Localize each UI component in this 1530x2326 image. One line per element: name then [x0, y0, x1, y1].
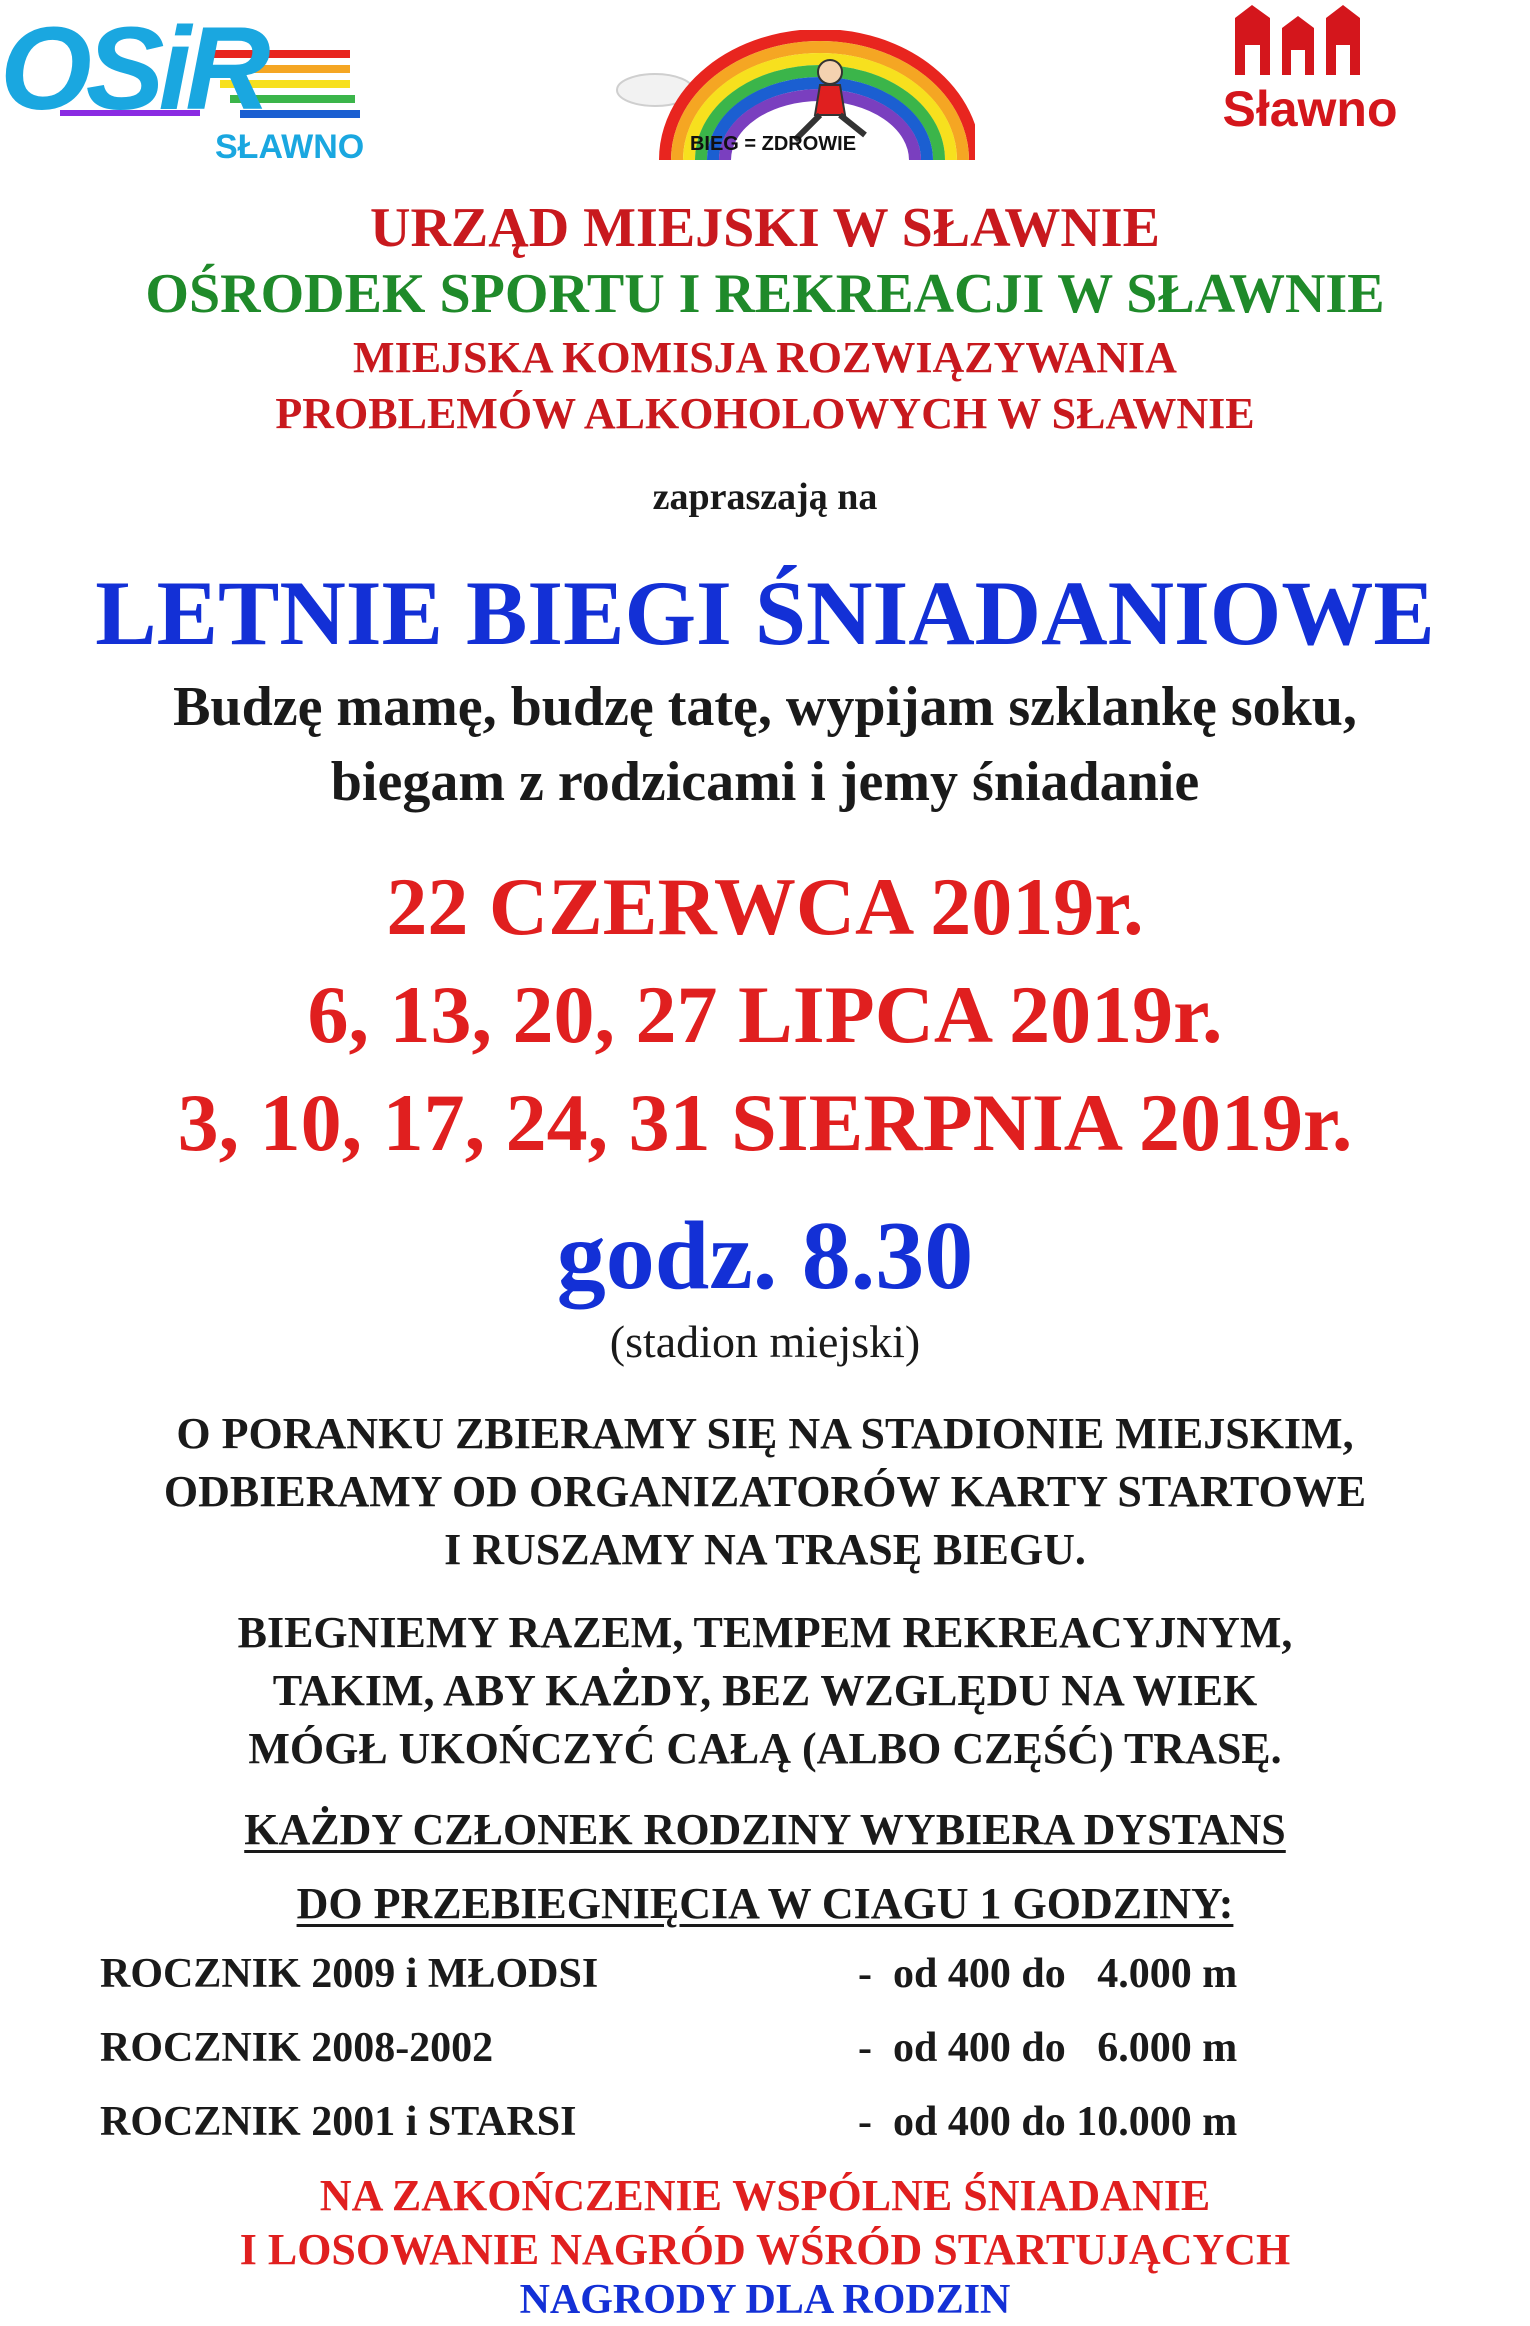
para2-line-2: TAKIM, ABY KAŻDY, BEZ WZGLĘDU NA WIEK [272, 1666, 1258, 1715]
event-tagline-2: biegam z rodzicami i jemy śniadanie [330, 751, 1200, 813]
category-label: ROCZNIK 2001 i STARSI [100, 2099, 577, 2145]
para2-line-3: MÓGŁ UKOŃCZYĆ CAŁĄ (ALBO CZĘŚĆ) TRASĘ. [248, 1724, 1282, 1773]
bieg-zdrowie-label: BIEG = ZDROWIE [689, 133, 857, 155]
organizer-line-2: OŚRODEK SPORTU I REKREACJI W SŁAWNIE [145, 263, 1385, 325]
date-july: 6, 13, 20, 27 LIPCA 2019r. [307, 969, 1223, 1060]
category-distance: - od 400 do 10.000 m [858, 2099, 1238, 2145]
invite-text: zapraszają na [652, 476, 878, 518]
distance-heading-2-text: DO PRZEBIEGNIĘCIA W CIAGU 1 GODZINY: [296, 1879, 1234, 1928]
organizer-line-1: URZĄD MIEJSKI W SŁAWNIE [370, 197, 1160, 259]
distance-heading-2 [0, 1878, 1530, 1929]
para1-line-2: ODBIERAMY OD ORGANIZATORÓW KARTY STARTOWE [163, 1467, 1367, 1516]
distance-heading-1 [0, 1804, 1530, 1855]
distance-heading-1-text: KAŻDY CZŁONEK RODZINY WYBIERA DYSTANS [244, 1805, 1286, 1854]
category-label: ROCZNIK 2008-2002 [100, 2025, 494, 2071]
venue-text: (stadion miejski) [609, 1316, 921, 1367]
category-row [0, 2098, 1530, 2158]
slawno-logo-text: Sławno [1222, 81, 1398, 137]
category-label: ROCZNIK 2009 i MŁODSI [100, 1951, 599, 1997]
closing-line-2: I LOSOWANIE NAGRÓD WŚRÓD STARTUJĄCYCH [239, 2225, 1291, 2274]
organizer-line-3: MIEJSKA KOMISJA ROZWIĄZYWANIA [353, 333, 1177, 382]
category-row [0, 1950, 1530, 2010]
para1-line-3: I RUSZAMY NA TRASĘ BIEGU. [444, 1525, 1086, 1574]
category-row [0, 2024, 1530, 2084]
date-june: 22 CZERWCA 2019r. [386, 861, 1144, 952]
para2-line-1: BIEGNIEMY RAZEM, TEMPEM REKREACYJNYM, [237, 1608, 1293, 1657]
bieg-zdrowie-logo [615, 30, 975, 170]
event-tagline-1: Budzę mamę, budzę tatę, wypijam szklankę soku, [173, 676, 1357, 738]
osir-logo-text: OSiR [0, 3, 265, 135]
category-distance: - od 400 do 6.000 m [858, 2025, 1238, 2071]
event-title: LETNIE BIEGI ŚNIADANIOWE [95, 562, 1435, 664]
organizer-line-4: PROBLEMÓW ALKOHOLOWYCH W SŁAWNIE [275, 389, 1255, 438]
closing-line-1: NA ZAKOŃCZENIE WSPÓLNE ŚNIADANIE [319, 2171, 1211, 2220]
date-august: 3, 10, 17, 24, 31 SIERPNIA 2019r. [177, 1077, 1353, 1168]
closing-line-3: NAGRODY DLA RODZIN [519, 2277, 1011, 2323]
category-distance: - od 400 do 4.000 m [858, 1951, 1238, 1997]
osir-logo-city: SŁAWNO [215, 128, 365, 166]
slawno-logo [1190, 0, 1430, 150]
city-gates-icon [1190, 0, 1430, 80]
start-time: godz. 8.30 [556, 1202, 974, 1310]
osir-logo [0, 3, 400, 170]
para1-line-1: O PORANKU ZBIERAMY SIĘ NA STADIONIE MIEJSKIM, [176, 1409, 1354, 1458]
